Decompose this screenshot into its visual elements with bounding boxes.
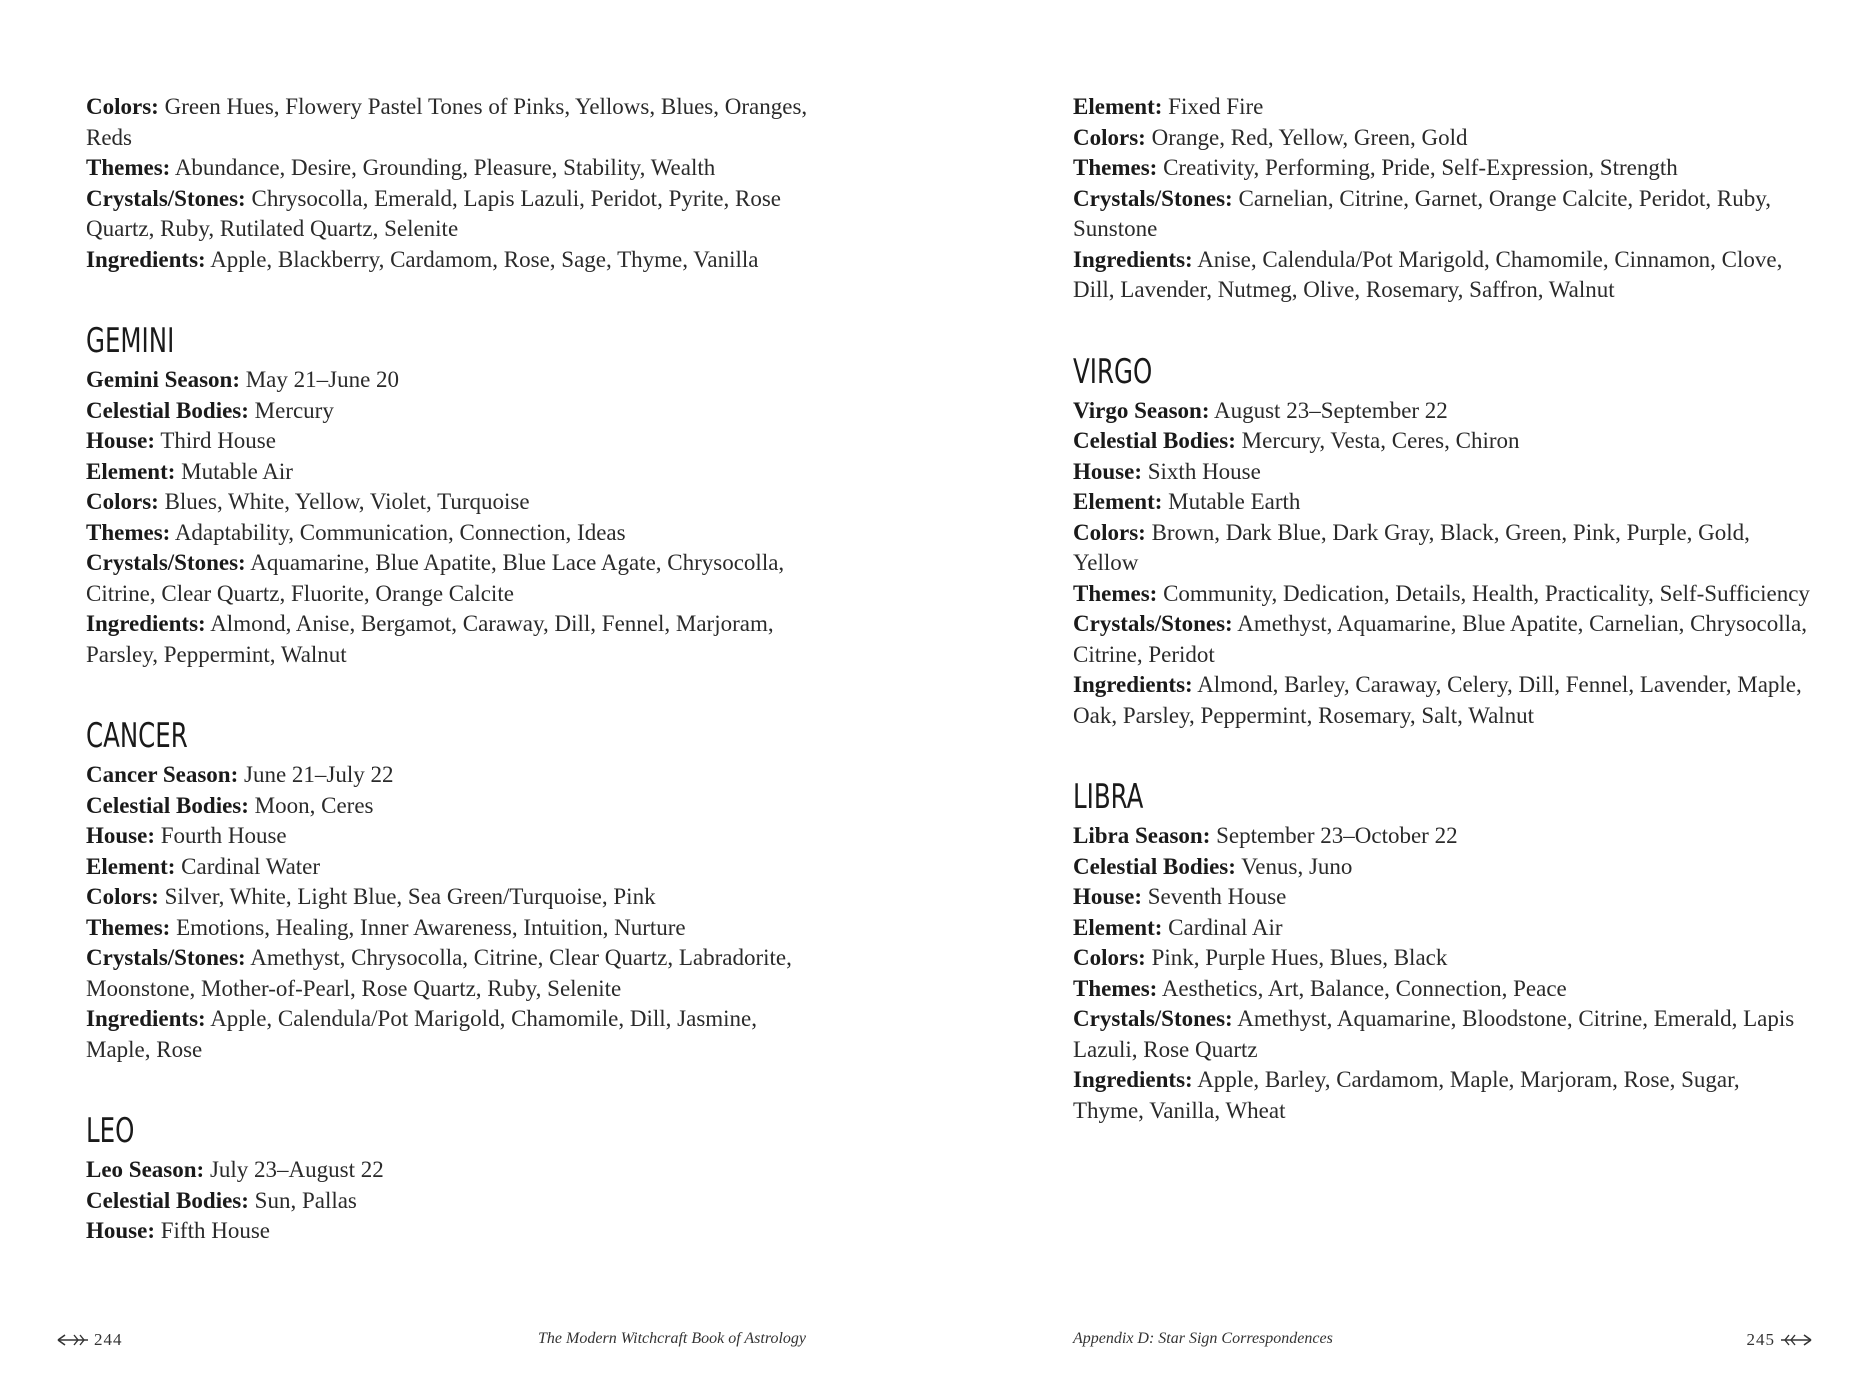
entry [86,1004,826,1065]
entry-value: Mercury [254,397,334,423]
entry [86,518,826,549]
entry [86,245,826,276]
entry-key: Ingredients: [86,246,206,272]
entry-key: Leo Season: [86,1157,205,1182]
entry [1073,943,1813,974]
page-number: 244 [94,1330,123,1349]
entry [1073,882,1813,913]
right-column [1073,92,1813,1126]
entry [86,913,826,944]
entry-value: May 21–June 20 [245,367,400,392]
entry-key: Themes: [86,155,171,180]
entry [1073,123,1813,154]
entry-value: Almond, Barley, Caraway, Celery, Dill, Fennel, Lavender, Maple, Oak, Parsley, Peppermint, Rosemary, Salt, Walnut [1073,672,1802,728]
entry-value: Fourth House [160,823,287,848]
entry-key: Libra Season: [1073,823,1211,848]
entry-key: Crystals/Stones: [86,945,246,970]
entry-value: Aesthetics, Art, Balance, Connection, Peace [1161,975,1567,1001]
entry-value: Anise, Calendula/Pot Marigold, Chamomile, Cinnamon, Clove, Dill, Lavender, Nutmeg, Olive, Rosemary, Saffron, Walnut [1073,246,1783,302]
intro-block [1073,92,1813,306]
entry-key: House: [86,1218,155,1243]
entry-key: Celestial Bodies: [1073,428,1236,453]
sign-block-leo [86,1111,826,1247]
entry-key: Crystals/Stones: [1073,1006,1233,1031]
entry-key: Crystals/Stones: [86,185,246,211]
entry [86,153,826,184]
entry-value: Mutable Air [181,458,293,484]
entry [86,457,826,488]
sign-block-cancer [86,716,826,1065]
entry-key: Virgo Season: [1073,397,1210,423]
entry [1073,426,1813,457]
entry-key: Crystals/Stones: [1073,185,1233,211]
entry-key: Celestial Bodies: [1073,853,1236,879]
entry-key: Crystals/Stones: [86,550,246,575]
entry-value: Amethyst, Chrysocolla, Citrine, Clear Quartz, Labradorite, Moonstone, Mother-of-Pearl, Rose Quartz, Ruby, Selenite [86,945,792,1001]
left-footer [56,1330,806,1354]
entry-value: Almond, Anise, Bergamot, Caraway, Dill, Fennel, Marjoram, Parsley, Peppermint, Walnut [86,611,774,667]
entry-value: Fifth House [160,1218,270,1243]
entry-key: Themes: [1073,155,1158,180]
entry-key: Colors: [1073,519,1146,545]
entry-value: Cardinal Air [1168,914,1283,940]
entry [1073,153,1813,184]
entry-value: Blues, White, Yellow, Violet, Turquoise [164,489,530,514]
sign-heading: GEMINI [86,321,175,361]
entry [1073,245,1813,306]
entry-key: Colors: [86,884,159,909]
sign-block-gemini [86,321,826,670]
entry-key: Cancer Season: [86,762,239,787]
entry [1073,852,1813,883]
entry-value: Carnelian, Citrine, Garnet, Orange Calcite, Peridot, Ruby, Sunstone [1073,185,1771,241]
entry-key: Ingredients: [86,1006,206,1031]
entry-key: Element: [1073,914,1163,940]
entry-key: Themes: [86,519,171,545]
entry-key: Celestial Bodies: [86,792,249,818]
entry [86,852,826,883]
entry [1073,184,1813,245]
entry-key: House: [1073,884,1142,909]
entry-value: June 21–July 22 [244,762,394,787]
entry-key: Element: [86,458,176,484]
entry [86,1186,826,1217]
sign-heading: VIRGO [1073,351,1153,392]
entry-value: Cardinal Water [181,853,321,879]
entry-value: Seventh House [1147,884,1287,909]
intro-block [86,92,826,275]
entry-value: Brown, Dark Blue, Dark Gray, Black, Green, Pink, Purple, Gold, Yellow [1073,519,1750,575]
entry-value: Creativity, Performing, Pride, Self-Expression, Strength [1163,155,1678,180]
entry-value: Apple, Calendula/Pot Marigold, Chamomile, Dill, Jasmine, Maple, Rose [86,1006,758,1062]
entry-value: Fixed Fire [1168,94,1264,119]
running-head: Appendix D: Star Sign Correspondences [1073,1330,1333,1347]
entry [86,487,826,518]
sign-block-libra [1073,777,1813,1126]
entry-value: Sixth House [1147,458,1261,484]
entry-key: Gemini Season: [86,367,240,392]
entry-key: House: [86,428,155,453]
entry-key: Ingredients: [1073,246,1193,272]
entry-key: Colors: [1073,124,1146,150]
sign-heading: LIBRA [1073,777,1144,817]
running-head: The Modern Witchcraft Book of Astrology [538,1330,806,1347]
entry-value: Amethyst, Aquamarine, Bloodstone, Citrine, Emerald, Lapis Lazuli, Rose Quartz [1073,1006,1795,1062]
entry-value: August 23–September 22 [1214,397,1448,423]
entry-key: Celestial Bodies: [86,397,249,423]
entry [86,184,826,245]
left-column [86,92,826,1247]
entry-value: Community, Dedication, Details, Health, Practicality, Self-Sufficiency [1163,580,1810,606]
entry-key: Colors: [86,489,159,514]
entry-value: Mutable Earth [1168,489,1301,514]
arrow-ornament-icon [1779,1332,1813,1348]
entry-key: Colors: [86,94,159,119]
entry-key: Element: [1073,94,1163,119]
entry [1073,92,1813,123]
entry [1073,913,1813,944]
entry-value: Silver, White, Light Blue, Sea Green/Turquoise, Pink [164,884,656,909]
entry-value: Green Hues, Flowery Pastel Tones of Pinks, Yellows, Blues, Oranges, Reds [86,94,808,150]
entry [1073,670,1813,731]
entry [86,882,826,913]
entry [1073,821,1813,852]
entry-value: Sun, Pallas [254,1187,357,1213]
entry [86,426,826,457]
entry [86,92,826,153]
entry [86,609,826,670]
folio-group [56,1330,123,1350]
entry-value: Chrysocolla, Emerald, Lapis Lazuli, Peridot, Pyrite, Rose Quartz, Ruby, Rutilated Quartz, Selenite [86,185,782,241]
entry-value: Moon, Ceres [254,792,374,818]
entry-key: Themes: [1073,975,1158,1001]
entry [86,821,826,852]
entry-key: Element: [1073,489,1163,514]
page-number: 245 [1746,1330,1775,1349]
entry [86,365,826,396]
entry-value: Adaptability, Communication, Connection, Ideas [174,519,626,545]
entry [86,943,826,1004]
entry [1073,457,1813,488]
entry [86,548,826,609]
right-footer [1073,1330,1813,1354]
folio-group [1747,1330,1814,1350]
entry-value: Abundance, Desire, Grounding, Pleasure, Stability, Wealth [174,155,716,180]
entry-value: Pink, Purple Hues, Blues, Black [1151,945,1448,970]
entry-key: House: [1073,458,1142,484]
entry-key: Ingredients: [1073,672,1193,697]
entry [86,760,826,791]
entry [1073,487,1813,518]
entry-key: Celestial Bodies: [86,1187,249,1213]
entry [86,791,826,822]
entry-key: Ingredients: [86,611,206,636]
entry [1073,518,1813,579]
entry [1073,1004,1813,1065]
entry-value: Amethyst, Aquamarine, Blue Apatite, Carnelian, Chrysocolla, Citrine, Peridot [1073,611,1807,667]
entry [86,1216,826,1247]
sign-heading: LEO [86,1111,135,1151]
entry [1073,974,1813,1005]
entry-value: Emotions, Healing, Inner Awareness, Intuition, Nurture [176,914,686,940]
arrow-ornament-icon [56,1332,90,1348]
entry-key: Colors: [1073,945,1146,970]
sign-block-virgo [1073,352,1813,732]
entry-value: Venus, Juno [1241,853,1353,879]
entry [86,1155,826,1186]
entry-key: House: [86,823,155,848]
entry-value: Third House [160,428,276,453]
entry-value: Orange, Red, Yellow, Green, Gold [1151,124,1468,150]
entry [86,396,826,427]
entry-value: Aquamarine, Blue Apatite, Blue Lace Agate, Chrysocolla, Citrine, Clear Quartz, Fluorite, Orange Calcite [86,550,785,606]
entry-key: Themes: [1073,580,1158,606]
entry [1073,1065,1813,1126]
entry-key: Element: [86,853,176,879]
sign-heading: CANCER [86,716,188,756]
entry-value: Apple, Barley, Cardamom, Maple, Marjoram, Rose, Sugar, Thyme, Vanilla, Wheat [1073,1067,1740,1123]
entry-value: July 23–August 22 [209,1157,384,1182]
entry [1073,609,1813,670]
entry-key: Themes: [86,914,171,940]
entry-value: Mercury, Vesta, Ceres, Chiron [1241,428,1520,453]
entry-key: Crystals/Stones: [1073,611,1233,636]
right-page [931,0,1862,1396]
entry-value: September 23–October 22 [1216,823,1458,848]
entry-value: Apple, Blackberry, Cardamom, Rose, Sage, Thyme, Vanilla [210,246,759,272]
entry-key: Ingredients: [1073,1067,1193,1092]
entry [1073,579,1813,610]
entry [1073,396,1813,427]
